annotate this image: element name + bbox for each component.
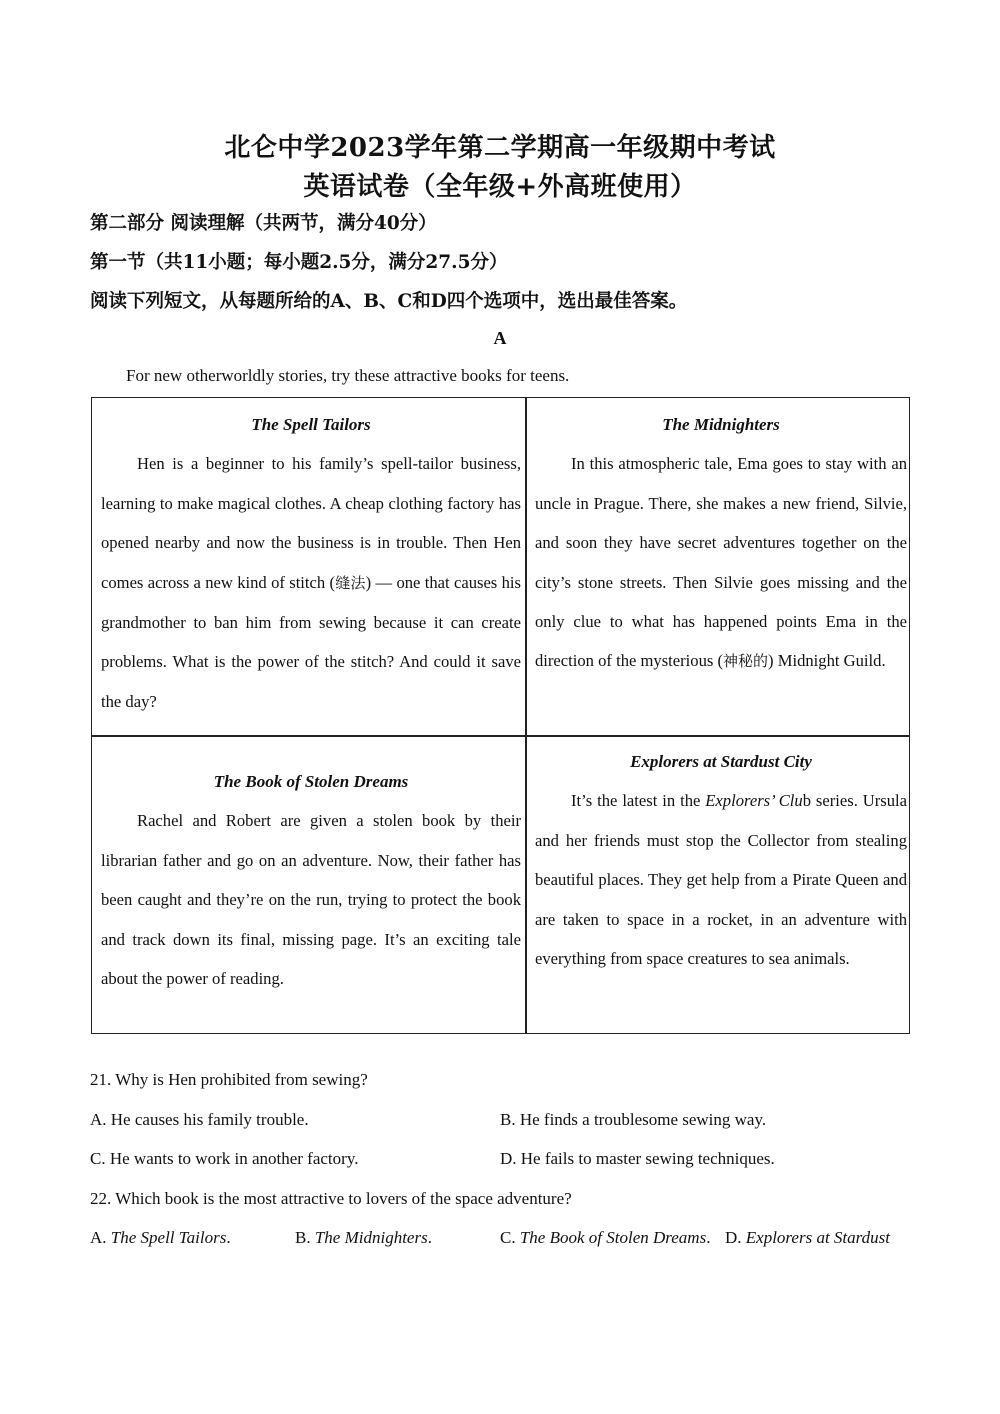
- book-cell-midnighters: [535, 398, 907, 682]
- book-description: Rachel and Robert are given a stolen book by their librarian father and go on an adventure. Now, their father has been caught and they’re on the run, trying to protect the book and track down its final, missing page. It’s an exciting tale about the power of reading.: [101, 811, 521, 989]
- book-title: The Spell Tailors: [251, 415, 371, 434]
- exam-title-line2: 英语试卷（全年级+外高班使用）: [303, 172, 697, 202]
- question-22-stem: 22. Which book is the most attractive to lovers of the space adventure?: [90, 1189, 572, 1208]
- question-21-option-d[interactable]: D. He fails to master sewing techniques.: [500, 1149, 775, 1168]
- table-divider-vertical: [525, 398, 527, 1033]
- exam-title-line1: 北仑中学2023学年第二学期高一年级期中考试: [224, 133, 776, 163]
- instruction-text: 阅读下列短文，从每题所给的A、B、C和D四个选项中，选出最佳答案。: [90, 291, 688, 312]
- question-21-stem: 21. Why is Hen prohibited from sewing?: [90, 1070, 368, 1089]
- book-description: It’s the latest in the Explorers’ Club series. Ursula and her friends must stop the Collector from stealing beautiful places. They get help from a Pirate Queen and are taken to space in a rocket, in an adventure with everything from space creatures to sea animals.: [535, 791, 908, 969]
- passage-letter: A: [493, 328, 507, 348]
- book-cell-stolen-dreams: [101, 736, 521, 998]
- passage-intro: For new otherworldly stories, try these attractive books for teens.: [126, 366, 570, 385]
- subsection-heading: 第一节（共11小题；每小题2.5分，满分27.5分）: [90, 252, 508, 273]
- section-part-heading: 第二部分 阅读理解（共两节，满分40分）: [90, 213, 437, 234]
- question-21-option-a[interactable]: A. He causes his family trouble.: [90, 1110, 309, 1129]
- book-title: The Midnighters: [662, 415, 780, 434]
- question-22-option-a[interactable]: A. The Spell Tailors.: [90, 1228, 231, 1247]
- question-21-option-c[interactable]: C. He wants to work in another factory.: [90, 1149, 359, 1168]
- question-21-option-b[interactable]: B. He finds a troublesome sewing way.: [500, 1110, 767, 1129]
- book-cell-stardust-city: [535, 736, 907, 978]
- series-name: Explorers’ Clu: [705, 791, 803, 811]
- book-table: [91, 397, 910, 1034]
- book-title: The Book of Stolen Dreams: [213, 772, 409, 791]
- chinese-gloss: 神秘的: [723, 652, 769, 671]
- book-title: Explorers at Stardust City: [630, 752, 812, 771]
- question-22-option-d[interactable]: D. Explorers at Stardust: [725, 1228, 890, 1247]
- book-description: Hen is a beginner to his family’s spell-tailor business, learning to make magical clothes. A cheap clothing factory has opened nearby and now the business is in trouble. Then Hen comes across a new kind of stitch (缝法) — one that causes his grandmother to ban him from sewing because it can create problems. What is the power of the stitch? And could it save the day?: [101, 454, 521, 711]
- question-22-option-c[interactable]: C. The Book of Stolen Dreams.: [500, 1228, 711, 1247]
- book-description: In this atmospheric tale, Ema goes to stay with an uncle in Prague. There, she makes a new friend, Silvie, and soon they have secret adventures together on the city’s stone streets. Then Silvie goes missing and the only clue to what has happened points Ema in the direction of the mysterious (神秘的) Midnight Guild.: [535, 454, 907, 671]
- chinese-gloss: 缝法: [335, 573, 366, 592]
- question-22-option-b[interactable]: B. The Midnighters.: [295, 1228, 432, 1247]
- book-cell-spell-tailors: [101, 398, 521, 721]
